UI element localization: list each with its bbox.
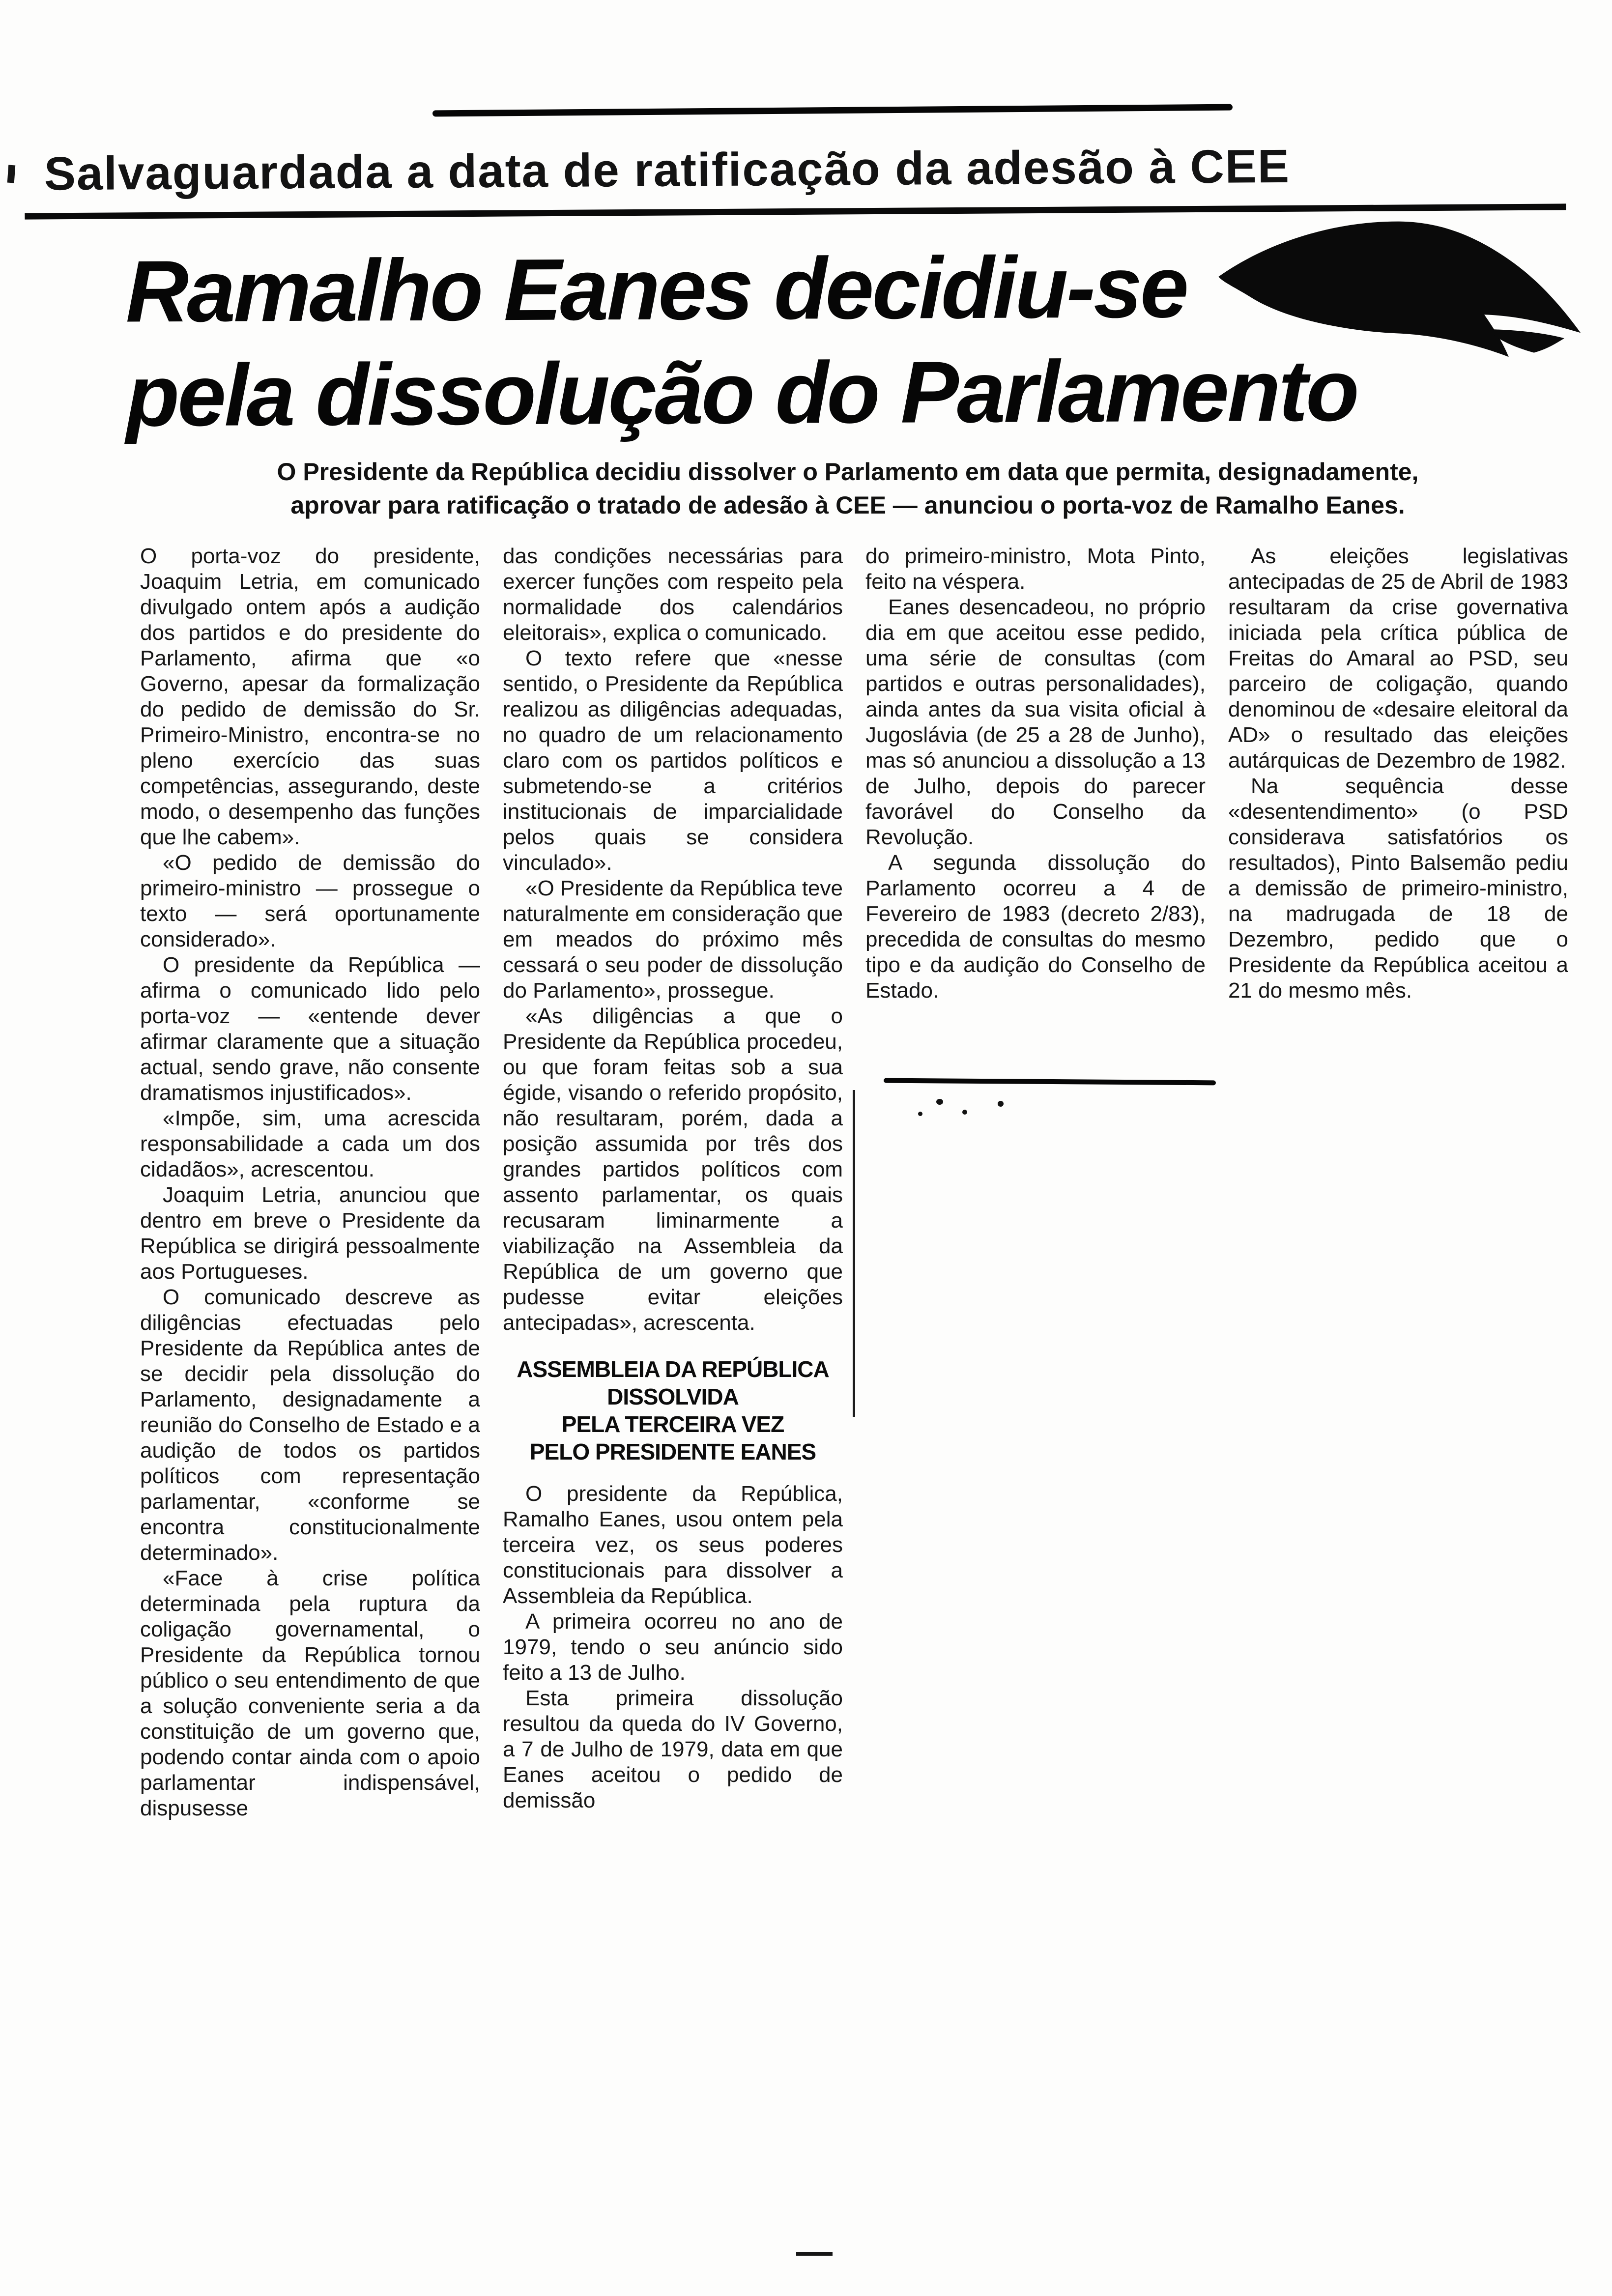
body-paragraph: «Face à crise política determinada pela ruptura da coligação governamental, o Presidente da República tornou público o seu entendimento de que a solução conveniente seria a da constituição de um governo que, podendo contar ainda com o apoio parlamentar indispensável, dispusesse (140, 1566, 480, 1820)
main-headline (125, 234, 1357, 448)
subhead-line: PELO PRESIDENTE EANES (529, 1439, 816, 1464)
ink-speck (918, 1112, 922, 1116)
headline-line-2: pela dissolução do Parlamento (126, 341, 1358, 445)
article-column-4 (1228, 544, 1568, 1821)
lead-line-1: O Presidente da República decidiu dissolver o Parlamento em data que permita, designadamente, (277, 458, 1419, 486)
headline-line-1: Ramalho Eanes decidiu-se (125, 238, 1187, 341)
body-paragraph: das condições necessárias para exercer funções com respeito pela normalidade dos calendários eleitorais», explica o comunicado. (503, 544, 843, 645)
body-paragraph: As eleições legislativas antecipadas de 25 de Abril de 1983 resultaram da crise governativa iniciada pela crítica pública de Freitas do Amaral ao PSD, seu parceiro de coligação, quando denominou de «desaire eleitoral da AD» o resultado das eleições autárquicas de Dezembro de 1982. (1228, 544, 1568, 773)
body-paragraph: «O pedido de demissão do primeiro-ministro — prossegue o texto — será oportunamente considerado». (140, 851, 480, 951)
body-paragraph: Joaquim Letria, anunciou que dentro em breve o Presidente da República se dirigirá pessoalmente aos Portugueses. (140, 1183, 480, 1284)
body-paragraph: Esta primeira dissolução resultou da queda do IV Governo, a 7 de Julho de 1979, data em que Eanes aceitou o pedido de demissão (503, 1686, 843, 1812)
column-2-bottom (503, 1481, 843, 1813)
body-paragraph: «As diligências a que o Presidente da República procedeu, ou que foram feitas sob a sua égide, visando o referido propósito, não resultaram, porém, dada a posição assumida por três dos grandes partidos políticos com assento parlamentar, os quais recusaram liminarmente a viabilização na Assembleia da República de um governo que pudesse evitar eleições antecipadas», acrescenta. (503, 1004, 843, 1335)
subhead-line: DISSOLVIDA (607, 1384, 739, 1409)
body-paragraph: A primeira ocorreu no ano de 1979, tendo o seu anúncio sido feito a 13 de Julho. (503, 1609, 843, 1685)
body-paragraph: O presidente da República, Ramalho Eanes, usou ontem pela terceira vez, os seus poderes constitucionais para dissolver a Assembleia da República. (503, 1482, 843, 1608)
body-paragraph: do primeiro-ministro, Mota Pinto, feito na véspera. (865, 544, 1206, 594)
kicker-row (25, 139, 1566, 219)
body-paragraph: O texto refere que «nesse sentido, o Presidente da República realizou as diligências adequadas, no quadro de um relacionamento claro com os partidos políticos e submetendo-se a critérios institucionais de imparcialidade pelos quais se considera vinculado». (503, 646, 843, 875)
article-column-1 (140, 544, 480, 1821)
scan-artifact-dash (796, 2252, 833, 2256)
article-column-2 (503, 544, 843, 1821)
body-paragraph: «O Presidente da República teve naturalmente em consideração que em meados do próximo mês cessará o seu poder de dissolução do Parlamento», prossegue. (503, 876, 843, 1003)
body-paragraph: O presidente da República — afirma o comunicado lido pelo porta-voz — «entende dever afirmar claramente que a situação actual, sendo grave, não consente dramatismos injustificados». (140, 953, 480, 1105)
column-2-top (503, 544, 843, 1336)
lead-line-2: aprovar para ratificação o tratado de adesão à CEE — anunciou o porta-voz de Ramalho Eanes. (290, 491, 1405, 519)
kicker-headline: Salvaguardada a data de ratificação da adesão à CEE (44, 140, 1291, 201)
section-subhead (503, 1355, 843, 1465)
article-column-3 (865, 544, 1206, 1821)
body-paragraph: O comunicado descreve as diligências efectuadas pelo Presidente da República antes de se decidir pela dissolução do Parlamento, designadamente a reunião do Conselho de Estado e a audição de todos os partidos políticos com representação parlamentar, «conforme se encontra constitucionalmente determinado». (140, 1285, 480, 1565)
top-rule-line (432, 104, 1233, 117)
subhead-line: ASSEMBLEIA DA REPÚBLICA (517, 1356, 829, 1382)
ink-smudge-shape (1208, 195, 1604, 395)
ink-speck (962, 1110, 967, 1115)
lead-paragraph (133, 455, 1563, 522)
body-paragraph: «Impõe, sim, uma acrescida responsabilidade a cada um dos cidadãos», acrescentou. (140, 1106, 480, 1181)
column-rule (853, 1090, 855, 1417)
subhead-line: PELA TERCEIRA VEZ (561, 1411, 784, 1437)
scan-artifact-edge (7, 165, 15, 183)
body-paragraph: O porta-voz do presidente, Joaquim Letria, em comunicado divulgado ontem após a audição dos partidos e do presidente do Parlamento, afirma que «o Governo, apesar da formalização do pedido de demissão do Sr. Primeiro-Ministro, encontra-se no pleno exercício das suas competências, assegurando, deste modo, o desempenho das funções que lhe cabem». (140, 544, 480, 849)
ink-smudge-artifact (1208, 195, 1604, 395)
body-paragraph: A segunda dissolução do Parlamento ocorreu a 4 de Fevereiro de 1983 (decreto 2/83), precedida de consultas do mesmo tipo e da audição do Conselho de Estado. (865, 851, 1206, 1003)
body-paragraph: Eanes desencadeou, no próprio dia em que aceitou esse pedido, uma série de consultas (com partidos e outras personalidades), ainda antes da sua visita oficial à Jugoslávia (de 25 a 28 de Junho), mas só anunciou a dissolução a 13 de Julho, depois do parecer favorável do Conselho da Revolução. (865, 595, 1206, 849)
ink-speck (998, 1101, 1004, 1107)
body-paragraph: Na sequência desse «desentendimento» (o PSD considerava satisfatórios os resultados), Pinto Balsemão pediu a demissão de primeiro-ministro, na madrugada de 18 de Dezembro, pedido que o Presidente da República aceitou a 21 do mesmo mês. (1228, 774, 1568, 1003)
ink-speck (936, 1099, 943, 1105)
